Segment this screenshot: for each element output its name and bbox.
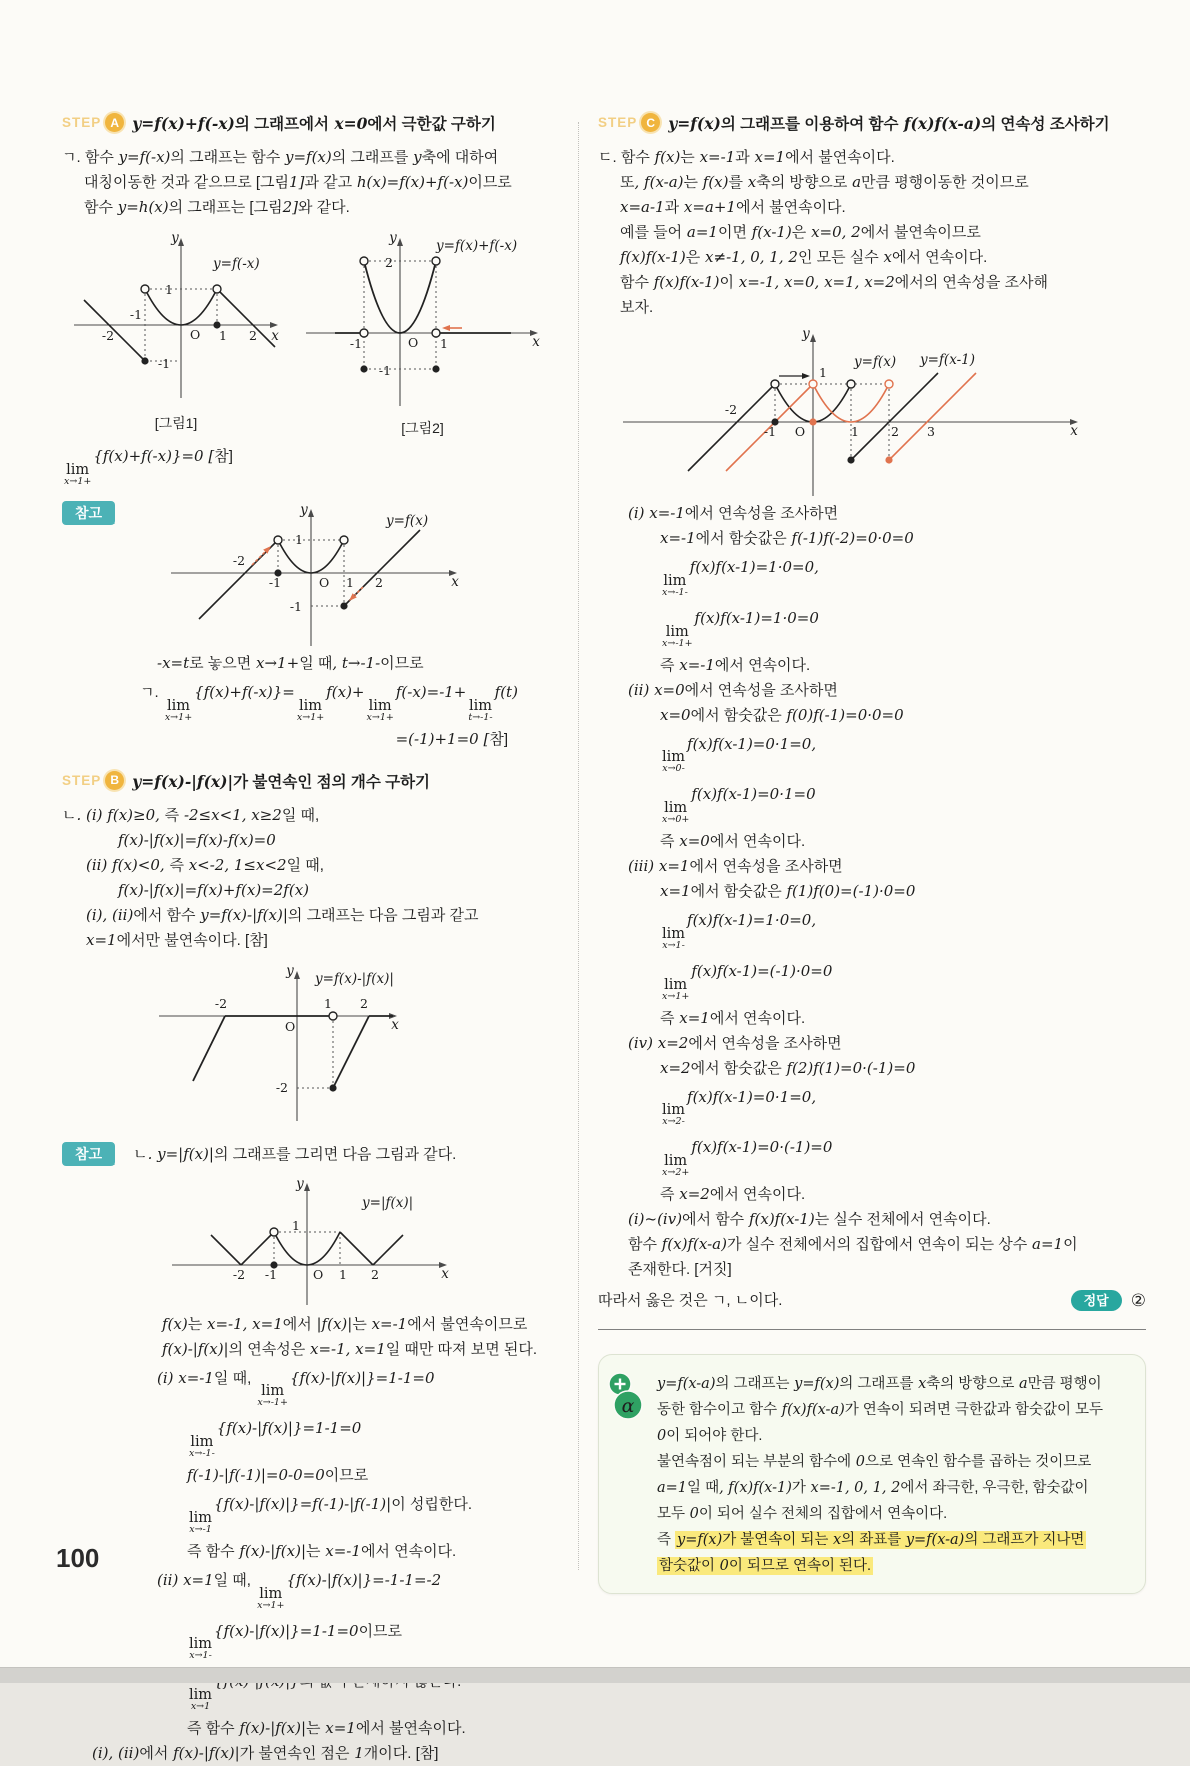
step-b-header xyxy=(62,770,546,795)
origin-label: O xyxy=(190,327,201,342)
axis-label-y: y xyxy=(296,1175,304,1192)
text-line: lim x→1- f(x)f(x-1)=1·0=0, xyxy=(662,911,817,951)
axis-label-x: x xyxy=(441,1265,449,1282)
text-line: lim x→2+ f(x)f(x-1)=0·(-1)=0 xyxy=(662,1138,833,1178)
axis-label-y: y xyxy=(171,230,179,246)
note-line: 불연속점이 되는 부분의 함수에 0으로 연속인 함수를 곱하는 것이므로 xyxy=(657,1454,1092,1470)
figure-caption: [그림1] xyxy=(154,415,198,431)
tick-label: -2 xyxy=(101,328,115,343)
tick-label: -1 xyxy=(268,574,282,590)
axis-label-y: y xyxy=(389,230,397,246)
text-line: x=1에서 함숫값은 f(1)f(0)=(-1)·0=0 xyxy=(660,882,916,900)
text-line: lim x→1 xyxy=(189,1687,213,1712)
tick-label: -2 xyxy=(275,1079,288,1095)
figure-1-block xyxy=(66,228,286,438)
limit-statement: lim x→1+ {f(x)+f(-x)}=0 [참] xyxy=(64,447,233,487)
tick-label: 2 xyxy=(371,1266,379,1282)
axis-label-y: y xyxy=(286,962,294,979)
text-line: 대칭이동한 것과 같으므로 [그림1]과 같고 h(x)=f(x)+f(-x)이므로 xyxy=(84,173,512,191)
text-line: f(x)-|f(x)|=f(x)+f(x)=2f(x) xyxy=(118,880,310,899)
page-number: 100 xyxy=(56,1543,100,1573)
axis-label-x: x xyxy=(271,328,279,344)
step-label: STEP xyxy=(62,772,102,788)
text-line: f(x)-|f(x)|의 연속성은 x=-1, x=1일 때만 따져 보면 된다. xyxy=(162,1339,537,1358)
text-line: (iv) x=2에서 연속성을 조사하면 xyxy=(628,1033,842,1052)
text-line: 함수 f(x)f(x-a)가 실수 전체에서의 집합에서 연속이 되는 상수 a=1이 xyxy=(628,1235,1078,1253)
step-a-title: y=f(x)+f(-x)의 그래프에서 x=0에서 극한값 구하기 xyxy=(132,114,496,133)
axes xyxy=(623,340,1070,496)
text-line: ㄱ. lim x→1+ {f(x)+f(-x)}= lim x→1+ f(x)+ lim x→1+ f(-x)=-1+ lim t→-1- f(t) xyxy=(140,682,518,723)
reference-note-a xyxy=(62,501,546,651)
highlight-prefix: 즉 xyxy=(657,1532,676,1548)
note-line: 동한 함수이고 함수 f(x)f(x-a)가 연속이 되려면 극한값과 함숫값이 모두 xyxy=(657,1402,1104,1418)
figure-graph-f-minus-absf xyxy=(147,961,407,1126)
text-line: lim x→-1 {f(x)-|f(x)|}=f(-1)-|f(-1)|이 성립한다. xyxy=(189,1495,473,1535)
note-line-highlighted xyxy=(657,1527,1127,1553)
text-line: (i), (ii)에서 f(x)-|f(x)|가 불연속인 점은 1개이다. [참] xyxy=(92,1744,439,1762)
axes xyxy=(159,977,391,1121)
text-line: 존재한다. [거짓] xyxy=(628,1261,732,1278)
tick-label: 3 xyxy=(927,424,935,439)
text-line: 즉 x=-1에서 연속이다. xyxy=(660,655,811,674)
answer-row xyxy=(598,1288,1146,1313)
highlighted-text: 함숫값이 0이 되므로 연속이 된다. xyxy=(659,1558,872,1574)
text-line: (i) x=-1에서 연속성을 조사하면 xyxy=(628,504,839,522)
curve xyxy=(335,261,511,333)
tick-label: 1 xyxy=(219,328,227,343)
conclusion-line: 따라서 옳은 것은 ㄱ, ㄴ이다. xyxy=(598,1292,783,1309)
curve-label-orange: y=f(x-1) xyxy=(920,352,975,368)
text-line: 즉 x=1에서 연속이다. xyxy=(660,1008,806,1027)
text-line: (i)~(iv)에서 함수 f(x)f(x-1)는 실수 전체에서 연속이다. xyxy=(628,1210,991,1228)
text-line: (ii) x=1일 때, lim x→1+ {f(x)-|f(x)|}=-1-1=-2 xyxy=(157,1570,442,1611)
curve-label: y=f(x)-|f(x)| xyxy=(315,970,394,987)
text-line: 즉 함수 f(x)-|f(x)|는 x=-1에서 연속이다. xyxy=(187,1541,457,1560)
tick-label: -1 xyxy=(157,356,171,371)
tick-label: 1 xyxy=(440,336,448,351)
text-line: lim x→1+ f(x)f(x-1)=(-1)·0=0 xyxy=(662,961,833,1002)
step-b-badge-icon: B xyxy=(105,771,124,790)
origin-label: O xyxy=(319,574,330,590)
tick-label: 1 xyxy=(339,1266,347,1282)
step-label: STEP xyxy=(62,115,102,130)
plus-alpha-icon xyxy=(607,1371,647,1423)
figure-2-block xyxy=(300,228,545,438)
curve-label: y=|f(x)| xyxy=(362,1194,414,1211)
tick-label: -1 xyxy=(763,424,777,439)
axes xyxy=(306,244,532,406)
tick-label: 2 xyxy=(385,255,393,270)
reference-note-b xyxy=(62,1142,546,1167)
figure-graph-f xyxy=(151,501,471,651)
text-line: (i), (ii)에서 함수 y=f(x)-|f(x)|의 그래프는 다음 그림과 같고 xyxy=(86,905,479,924)
axes xyxy=(171,512,451,646)
origin-label: O xyxy=(408,335,419,350)
note-line-highlighted xyxy=(657,1553,1127,1579)
text-line: lim x→1- {f(x)-|f(x)|}=1-1=0이므로 xyxy=(189,1621,403,1662)
tick-label: 1 xyxy=(295,531,304,547)
plus-alpha-note-box xyxy=(598,1354,1146,1594)
curve-label: y=f(x) xyxy=(386,512,429,529)
tick-label: -1 xyxy=(378,363,392,378)
axis-label-x: x xyxy=(532,334,540,350)
tick-label: 1 xyxy=(324,995,332,1011)
step-a-header xyxy=(62,112,546,137)
figure-graph-f-and-shifted xyxy=(608,324,1088,499)
text-line: 즉 x=0에서 연속이다. xyxy=(660,832,806,850)
text-line: (iii) x=1에서 연속성을 조사하면 xyxy=(628,857,843,875)
svg-text:α: α xyxy=(621,1395,635,1417)
axis-label-y: y xyxy=(802,326,810,342)
text-line: (i) x=-1일 때, lim x→-1+ {f(x)-|f(x)|}=1-1=0 xyxy=(157,1368,435,1409)
dashed-guides xyxy=(297,1016,333,1088)
axis-label-x: x xyxy=(1070,423,1078,439)
tick-label: 1 xyxy=(292,1217,300,1233)
text-line: lim x→-1+ f(x)f(x-1)=1·0=0 xyxy=(662,608,819,649)
tick-label: 1 xyxy=(819,365,827,380)
tick-label: 2 xyxy=(375,574,384,590)
tick-label: -1 xyxy=(129,307,143,322)
note-line: 모두 0이 되어 실수 전체의 집합에서 연속이다. xyxy=(657,1506,948,1522)
step-label: STEP xyxy=(598,115,638,130)
curve-label-black: y=f(x) xyxy=(854,354,897,370)
tick-label: 2 xyxy=(360,995,368,1011)
refer-badge: 참고 xyxy=(62,501,115,525)
text-line: x=2에서 함숫값은 f(2)f(1)=0·(-1)=0 xyxy=(660,1058,916,1077)
text-line: x=0에서 함숫값은 f(0)f(-1)=0·0=0 xyxy=(660,705,904,724)
tick-label: -1 xyxy=(264,1266,278,1282)
text-line: f(-1)-|f(-1)|=0-0=0이므로 xyxy=(187,1466,369,1484)
text-line: lim x→0+ f(x)f(x-1)=0·1=0 xyxy=(662,785,816,825)
note-line: a=1일 때, f(x)f(x-1)가 x=-1, 0, 1, 2에서 좌극한, 우극한, 함숫값이 xyxy=(657,1480,1089,1496)
text-line: ㄱ. 함수 y=f(-x)의 그래프는 함수 y=f(x)의 그래프를 y축에 대하여 xyxy=(62,148,499,166)
curve-label: y=f(x)+f(-x) xyxy=(436,238,518,254)
text-line: lim x→-1- f(x)f(x-1)=1·0=0, xyxy=(662,558,819,598)
tick-label: -1 xyxy=(289,598,303,614)
tick-label: -2 xyxy=(724,402,738,417)
tick-label: 1 xyxy=(851,424,859,439)
tick-label: -1 xyxy=(349,336,363,351)
text-line: 예를 들어 a=1이면 f(x-1)은 x=0, 2에서 불연속이므로 xyxy=(620,223,981,241)
text-line: ㄷ. 함수 f(x)는 x=-1과 x=1에서 불연속이다. xyxy=(598,148,895,166)
axis-label-x: x xyxy=(451,573,459,590)
text-line: x=1에서만 불연속이다. [참] xyxy=(86,930,268,949)
step-c-badge-icon: C xyxy=(641,113,660,132)
refer-badge: 참고 xyxy=(62,1142,115,1166)
text-line: lim x→2- f(x)f(x-1)=0·1=0, xyxy=(662,1087,817,1128)
tick-label: -2 xyxy=(232,552,246,568)
step-c-header xyxy=(598,112,1146,137)
origin-label: O xyxy=(285,1018,296,1034)
text-line: 또, f(x-a)는 f(x)를 x축의 방향으로 a만큼 평행이동한 것이므로 xyxy=(620,173,1029,191)
text-line: x=-1에서 함숫값은 f(-1)f(-2)=0·0=0 xyxy=(660,529,914,547)
text-line: lim x→-1- {f(x)-|f(x)|}=1-1=0 xyxy=(189,1419,362,1459)
text-line: 보자. xyxy=(620,299,654,316)
section-divider-rule xyxy=(598,1329,1146,1330)
tick-label: 2 xyxy=(891,424,899,439)
right-column xyxy=(598,112,1146,1594)
text-line: (ii) x=0에서 연속성을 조사하면 xyxy=(628,680,838,699)
figure-caption: [그림2] xyxy=(401,420,444,436)
figure-graph-f-of-minus-x xyxy=(66,228,286,408)
text-line: 즉 함수 f(x)-|f(x)|는 x=1에서 불연속이다. xyxy=(187,1719,466,1737)
text-line: ㄴ. (i) f(x)≥0, 즉 -2≤x<1, x≥2일 때, xyxy=(62,805,320,824)
tick-label: -2 xyxy=(232,1266,246,1282)
note-line: y=f(x-a)의 그래프는 y=f(x)의 그래프를 x축의 방향으로 a만큼 평행이 xyxy=(657,1376,1102,1392)
highlighted-text: y=f(x)가 불연속이 되는 x의 좌표를 y=f(x-a)의 그래프가 지나면 xyxy=(677,1532,1085,1548)
text-line: -x=t로 놓으면 x→1+일 때, t→-1-이므로 xyxy=(157,653,424,672)
text-line: f(x)f(x-1)은 x≠-1, 0, 1, 2인 모든 실수 x에서 연속이다. xyxy=(620,248,988,266)
text-line: =(-1)+1=0 [참] xyxy=(395,729,508,748)
origin-label: O xyxy=(313,1266,324,1282)
left-column xyxy=(62,112,546,1766)
tick-label: 1 xyxy=(165,282,173,297)
tick-label: 2 xyxy=(249,328,257,343)
text-line: 함수 y=h(x)의 그래프는 [그림2]와 같다. xyxy=(84,198,350,216)
curve xyxy=(199,530,420,619)
figure-graph-abs-f xyxy=(157,1175,457,1310)
step-c-title: y=f(x)의 그래프를 이용하여 함수 f(x)f(x-a)의 연속성 조사하기 xyxy=(668,114,1110,133)
text-line: 즉 x=2에서 연속이다. xyxy=(660,1185,806,1203)
text-line: f(x)-|f(x)|=f(x)-f(x)=0 xyxy=(118,830,276,849)
text-line: 함수 f(x)f(x-1)이 x=-1, x=0, x=1, x=2에서의 연속성을 조사해 xyxy=(620,273,1049,291)
reference-intro: ㄴ. y=|f(x)|의 그래프를 그리면 다음 그림과 같다. xyxy=(133,1144,457,1163)
figure-graph-sum xyxy=(300,228,545,413)
text-line: (ii) f(x)<0, 즉 x<-2, 1≤x<2일 때, xyxy=(86,855,324,874)
axis-label-y: y xyxy=(300,501,308,518)
tick-label: -2 xyxy=(214,995,228,1011)
step-b-title: y=f(x)-|f(x)|가 불연속인 점의 개수 구하기 xyxy=(132,771,431,791)
figure-row xyxy=(66,228,546,438)
answer-value: ② xyxy=(1130,1290,1146,1310)
origin-label: O xyxy=(794,424,806,439)
note-line: 0이 되어야 한다. xyxy=(657,1428,763,1444)
axis-label-x: x xyxy=(391,1016,399,1033)
step-a-badge-icon: A xyxy=(105,113,124,132)
answer-badge: 정답 xyxy=(1071,1290,1122,1311)
curve-label: y=f(-x) xyxy=(213,256,260,272)
text-line: x=a-1과 x=a+1에서 불연속이다. xyxy=(620,198,846,216)
column-divider xyxy=(578,122,579,1570)
text-line: f(x)는 x=-1, x=1에서 |f(x)|는 x=-1에서 불연속이므로 xyxy=(162,1314,528,1333)
bottom-edge-bar xyxy=(0,1667,1190,1683)
tick-label: 1 xyxy=(346,574,355,590)
text-line: lim x→0- f(x)f(x-1)=0·1=0, xyxy=(662,734,817,775)
